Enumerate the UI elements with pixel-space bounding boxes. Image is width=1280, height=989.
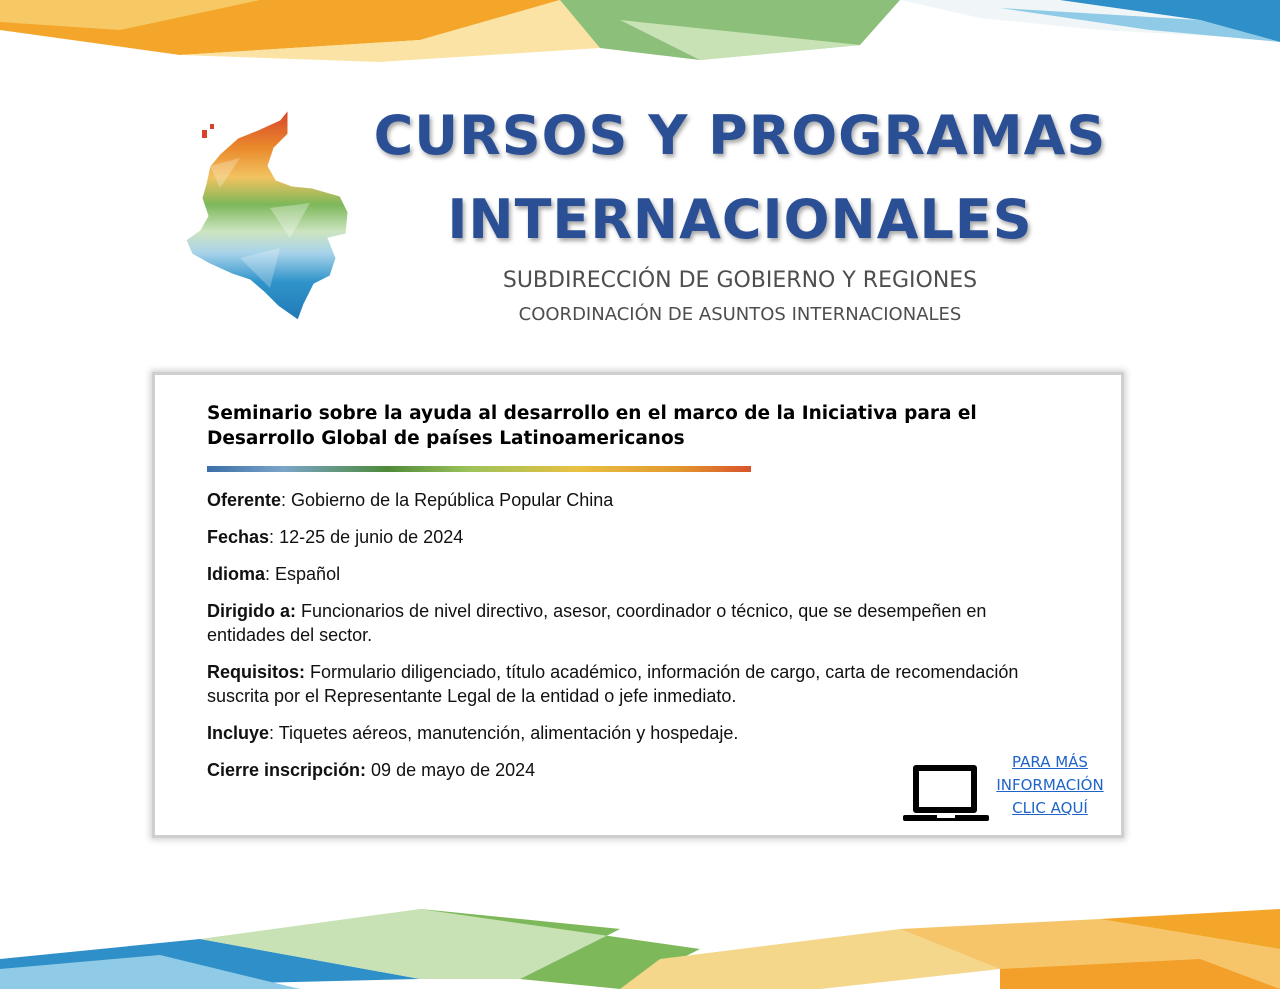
subtitle-subdireccion: SUBDIRECCIÓN DE GOBIERNO Y REGIONES: [502, 268, 978, 293]
field-separator: :: [269, 723, 275, 743]
subtitle-coordinacion: COORDINACIÓN DE ASUNTOS INTERNACIONALES: [518, 304, 962, 325]
more-info-line2[interactable]: INFORMACIÓN: [996, 776, 1104, 794]
top-decorative-banner: [0, 0, 1280, 70]
field-value: Tiquetes aéreos, manutención, alimentación y hospedaje.: [274, 723, 739, 743]
course-title: Seminario sobre la ayuda al desarrollo en el marco de la Iniciativa para el Desarrollo Global de países Latinoamericanos: [207, 403, 977, 449]
field-separator: :: [269, 527, 275, 547]
course-card: [152, 372, 1124, 838]
field-fechas: [207, 525, 1067, 549]
field-requisitos: [207, 660, 1067, 708]
main-title-line1: CURSOS Y PROGRAMAS: [373, 104, 1107, 167]
field-label: Dirigido a:: [207, 601, 296, 621]
field-value: 12-25 de junio de 2024: [274, 527, 464, 547]
field-incluye: [207, 721, 1067, 745]
field-idioma: [207, 562, 1067, 586]
field-value: Funcionarios de nivel directivo, asesor, coordinador o técnico, que se desempeñen en entidades del sector.: [207, 601, 987, 645]
main-title-line2: INTERNACIONALES: [447, 188, 1033, 251]
field-value: Español: [270, 564, 341, 584]
more-info-link[interactable]: [991, 751, 1109, 820]
field-label: Cierre inscripción:: [207, 760, 367, 780]
bottom-decorative-banner: [0, 909, 1280, 989]
field-dirigido-a: [207, 599, 1067, 647]
field-value: 09 de mayo de 2024: [366, 760, 536, 780]
field-value: Gobierno de la República Popular China: [286, 490, 614, 510]
field-value: Formulario diligenciado, título académico, información de cargo, carta de recomendación suscrita por el Representante Legal de la entidad o jefe inmediato.: [207, 662, 1019, 706]
field-separator: :: [281, 490, 287, 510]
field-label: Requisitos:: [207, 662, 306, 682]
more-info-line1[interactable]: PARA MÁS: [1012, 753, 1088, 771]
color-divider: [207, 466, 751, 472]
field-separator: :: [265, 564, 271, 584]
field-label: Fechas: [207, 527, 270, 547]
laptop-icon[interactable]: [901, 763, 991, 827]
field-label: Oferente: [207, 490, 282, 510]
field-label: Incluye: [207, 723, 270, 743]
field-oferente: [207, 488, 1067, 512]
more-info-line3[interactable]: CLIC AQUÍ: [1012, 799, 1088, 817]
field-label: Idioma: [207, 564, 266, 584]
